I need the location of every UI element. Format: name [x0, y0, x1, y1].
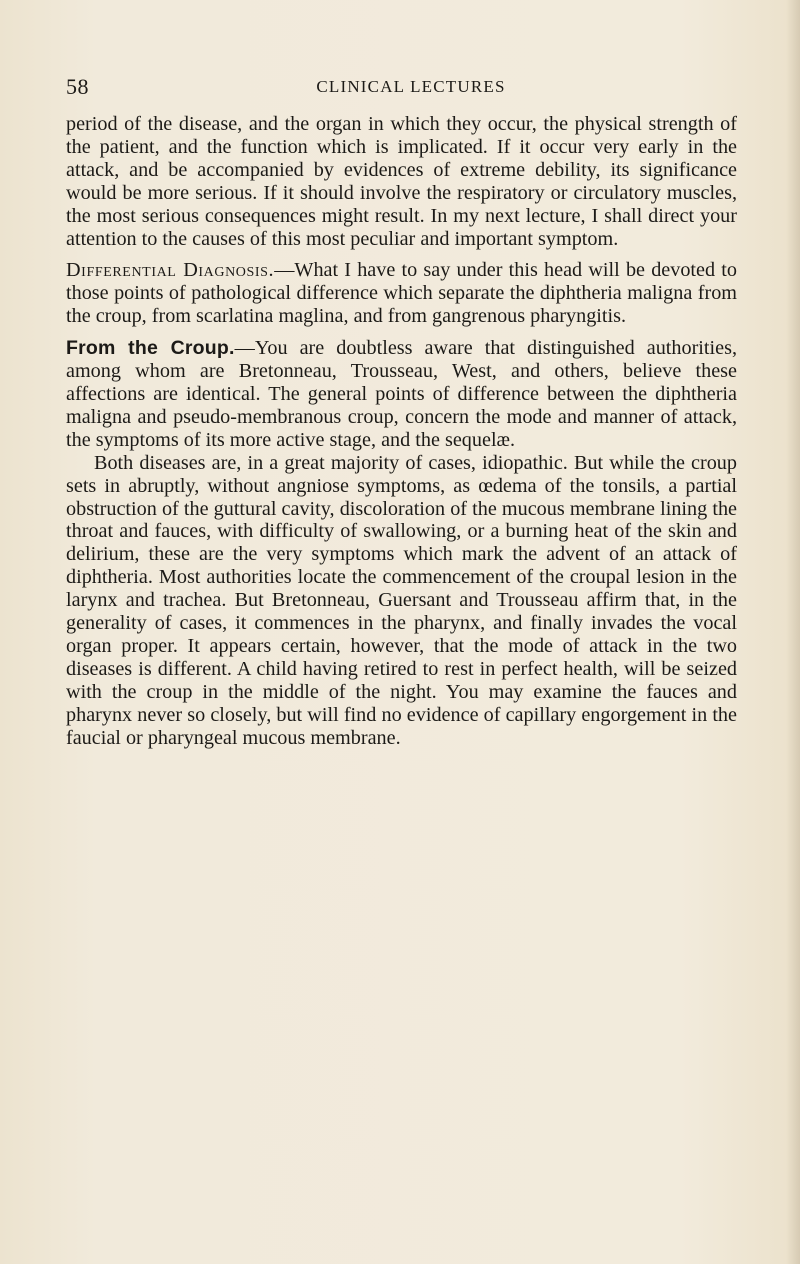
- paragraph-continuation: period of the disease, and the organ in which they occur, the physical strength of the patient, and the function which is implicated. If it occur very early in the attack, and be accompanied by evidences of extreme debility, its significance would be more serious. If it should involve the respiratory or circulatory muscles, the most serious consequences might result. In my next lecture, I shall direct your attention to the causes of this most peculiar and important symptom.: [66, 113, 737, 250]
- paragraph-both-diseases: Both diseases are, in a great majority of cases, idiopathic. But while the croup sets in abruptly, without angniose symptoms, as œdema of the tonsils, a partial obstruction of the guttural cavity, discoloration of the mucous membrane lining the throat and fauces, with difficulty of swallowing, or a burning heat of the skin and delirium, these are the very symptoms which mark the advent of an attack of diphtheria. Most authorities locate the commencement of the croupal lesion in the larynx and trachea. But Bretonneau, Guersant and Trousseau affirm that, in the generality of cases, it commences in the pharynx, and finally invades the vocal organ proper. It appears certain, however, that the mode of attack in the two diseases is different. A child having retired to rest in perfect health, will be seized with the croup in the middle of the night. You may examine the fauces and pharynx never so closely, but will find no evidence of capillary engorgement in the faucial or pharyngeal mucous membrane.: [66, 451, 737, 749]
- running-head: CLINICAL LECTURES: [316, 77, 506, 96]
- paragraph-differential-diagnosis-body: —What I have to say under this head will be devoted to those points of pathological difference which separate the diphtheria maligna from the croup, from scarlatina maglina, and from gangrenous pharyngitis.: [66, 259, 737, 328]
- section-heading-from-the-croup: From the Croup.: [66, 337, 235, 360]
- page-number: 58: [66, 74, 89, 99]
- body-text: [66, 113, 737, 749]
- paragraph-from-the-croup: [66, 337, 737, 452]
- page-header: [66, 74, 736, 102]
- paragraph-differential-diagnosis: [66, 259, 737, 328]
- section-heading-differential-diagnosis: Differential Diagnosis.: [66, 259, 275, 282]
- paragraph-from-the-croup-body: —You are doubtless aware that distinguished authorities, among whom are Bretonneau, Trousseau, West, and others, believe these affections are identical. The general points of difference between the diphtheria maligna and pseudo-membranous croup, concern the mode and manner of attack, the symptoms of its more active stage, and the sequelæ.: [66, 337, 737, 451]
- page-edge-shadow: [786, 0, 800, 1264]
